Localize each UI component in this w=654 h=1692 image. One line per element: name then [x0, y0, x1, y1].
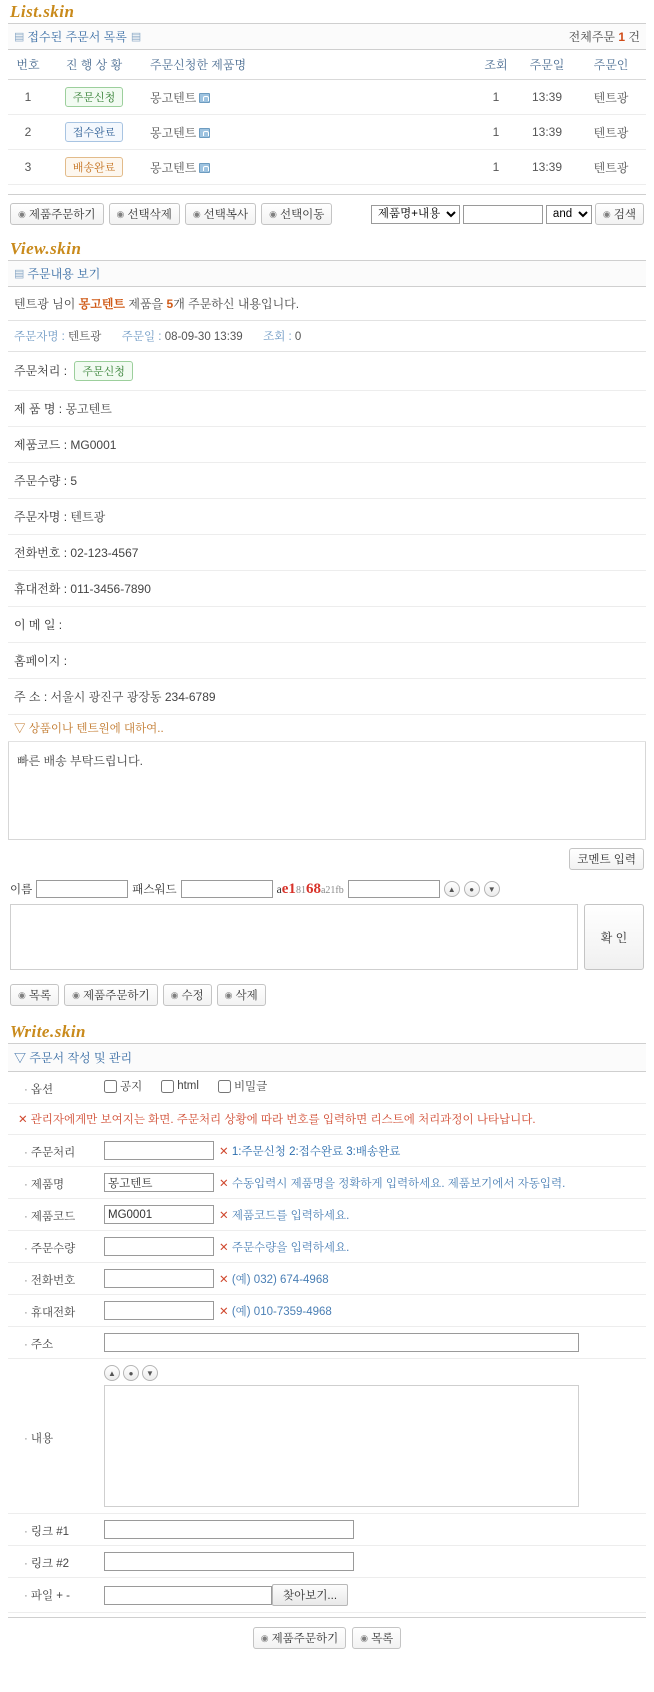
phone-input[interactable] [104, 1269, 214, 1288]
qty-input[interactable] [104, 1237, 214, 1256]
field-value: 02-123-4567 [70, 546, 139, 560]
phone-hint-text: (예) 032) 674-4968 [231, 1273, 329, 1286]
cell-hit: 1 [474, 80, 518, 115]
address-label [12, 1333, 104, 1352]
checkbox-secret[interactable] [218, 1078, 267, 1094]
meta-name-value: 텐트광 [68, 331, 102, 343]
link2-input[interactable] [104, 1552, 354, 1571]
search-field-select[interactable] [371, 205, 460, 224]
summary-product: 몽고텐트 [78, 297, 126, 311]
search-group [371, 203, 644, 225]
code-label [12, 1205, 104, 1224]
bullet-icon: ◉ [116, 208, 125, 219]
mobile-label-text: 휴대전화 [30, 1307, 76, 1319]
product-label [12, 1173, 104, 1192]
link1-label [12, 1520, 104, 1539]
view-header-label: 주문내용 보기 [27, 267, 101, 281]
view-field-phone [8, 535, 646, 571]
bullet-dot: · [24, 1084, 28, 1096]
captcha-part-4: 68 [305, 880, 321, 897]
field-value: 011-3456-7890 [70, 582, 151, 596]
editor-toolbar [104, 1365, 579, 1381]
scroll-up-icon[interactable]: ▲ [104, 1365, 120, 1381]
option-label [12, 1078, 104, 1097]
field-value: 5 [70, 474, 78, 488]
submit-order-button[interactable] [253, 1627, 347, 1649]
view-field-mobile [8, 571, 646, 607]
x-mark-icon: ✕ [219, 1177, 229, 1190]
bullet-dot: · [24, 1558, 28, 1570]
order-button-label: 제품주문하기 [28, 209, 96, 221]
cell-date: 13:39 [518, 115, 576, 150]
table-row[interactable] [8, 115, 646, 150]
comment-input-label: 코멘트 입력 [577, 854, 636, 866]
bullet-icon: ◉ [602, 208, 611, 219]
col-no: 번호 [8, 50, 48, 80]
phone-label [12, 1269, 104, 1288]
table-row[interactable] [8, 80, 646, 115]
scroll-down-icon[interactable]: ▼ [484, 881, 500, 897]
status-badge: 접수완료 [65, 122, 124, 142]
view-field-code [8, 427, 646, 463]
link1-input[interactable] [104, 1520, 354, 1539]
list-button[interactable] [10, 984, 59, 1006]
order-list-table [8, 50, 646, 185]
status-hint [219, 1143, 400, 1159]
address-input[interactable] [104, 1333, 579, 1352]
field-label: 주문자명 : [14, 510, 68, 524]
comment-area [8, 902, 646, 978]
lock-icon [199, 163, 210, 173]
field-label: 주 소 : [14, 690, 48, 704]
file-path-input[interactable] [104, 1586, 272, 1605]
bullet-icon: ◉ [170, 989, 179, 1000]
write-row-address [8, 1327, 646, 1359]
bullet-dot: · [24, 1275, 28, 1287]
qty-label [12, 1237, 104, 1256]
checkbox-notice-label: 공지 [120, 1081, 143, 1093]
cell-product[interactable] [140, 150, 474, 185]
order-button-view[interactable] [64, 984, 158, 1006]
grip-icon-3: ▤ [14, 268, 24, 280]
link2-value-group [104, 1552, 642, 1571]
mobile-hint-text: (예) 010-7359-4968 [231, 1305, 332, 1318]
list-bottom-divider [8, 185, 646, 195]
bullet-dot: · [24, 1432, 28, 1445]
view-field-qty [8, 463, 646, 499]
x-mark-icon: ✕ [219, 1209, 229, 1222]
bullet-icon: ◉ [192, 208, 201, 219]
cell-hit: 1 [474, 115, 518, 150]
triangle-down-icon: ▽ [14, 723, 26, 735]
move-selected-button[interactable] [261, 203, 332, 225]
delete-button[interactable] [217, 984, 266, 1006]
product-link[interactable]: 몽고텐트 [150, 90, 197, 105]
write-row-link2 [8, 1546, 646, 1578]
list-total [569, 28, 640, 45]
bullet-icon: ◉ [260, 1632, 269, 1643]
checkbox-secret-label: 비밀글 [233, 1081, 268, 1093]
status-badge: 주문신청 [74, 361, 133, 381]
bullet-dot: · [24, 1339, 28, 1351]
qty-hint-text: 주문수량을 입력하세요. [231, 1241, 350, 1254]
grip-icon: ▤ [14, 31, 24, 43]
file-browse-button[interactable] [272, 1584, 348, 1606]
product-value-group [104, 1173, 642, 1192]
edit-button[interactable] [163, 984, 212, 1006]
list-header-label: 접수된 주문서 목록 [27, 30, 127, 44]
captcha-input[interactable] [348, 880, 440, 898]
view-field-homepage [8, 643, 646, 679]
copy-selected-button[interactable] [185, 203, 256, 225]
qty-value-group [104, 1237, 642, 1256]
field-value: 텐트광 [70, 510, 106, 524]
status-label [12, 1141, 104, 1160]
search-input[interactable] [463, 205, 543, 224]
captcha-part-2: e1 [281, 880, 296, 897]
submit-order-label: 제품주문하기 [271, 1633, 339, 1645]
list-skin-title: List.skin [10, 2, 75, 21]
order-button[interactable] [10, 203, 104, 225]
status-input[interactable] [104, 1141, 214, 1160]
cell-no: 1 [8, 80, 48, 115]
write-skin-title: Write.skin [10, 1022, 87, 1041]
comment-input-button[interactable] [569, 848, 644, 870]
bullet-dot: · [24, 1590, 28, 1602]
memo-body: 빠른 배송 부탁드립니다. [8, 742, 646, 840]
search-button[interactable] [595, 203, 644, 225]
write-header-bar [8, 1043, 646, 1072]
content-label-text: 내용 [30, 1432, 54, 1445]
field-label: 제 품 명 : [14, 402, 63, 416]
checkbox-html-label: html [177, 1080, 199, 1092]
summary-mid2: 제품을 [128, 297, 164, 311]
cell-hit: 1 [474, 150, 518, 185]
cell-state [48, 115, 140, 150]
comment-pw-label: 패스워드 [132, 884, 177, 896]
code-input[interactable] [104, 1205, 214, 1224]
x-mark-icon: ✕ [219, 1273, 229, 1286]
cell-user: 텐트광 [576, 115, 646, 150]
product-label-text: 제품명 [30, 1179, 65, 1191]
list-button-label: 목록 [28, 990, 52, 1002]
product-link[interactable]: 몽고텐트 [150, 160, 197, 175]
summary-mid3: 개 주문하신 내용입니다. [173, 297, 300, 311]
search-operator-select[interactable] [546, 205, 592, 224]
field-value: 서울시 광진구 광장동 234-6789 [50, 690, 216, 704]
checkbox-html-input[interactable] [161, 1080, 174, 1093]
code-hint-text: 제품코드를 입력하세요. [231, 1209, 350, 1222]
admin-notice-text: 관리자에게만 보여지는 화면. 주문처리 상황에 따라 번호를 입력하면 리스트에 처리과정이 나타납니다. [30, 1114, 536, 1126]
file-label [12, 1584, 104, 1603]
list-total-suffix: 건 [628, 30, 640, 44]
mobile-hint [219, 1303, 332, 1319]
write-bottom-bar [8, 1617, 646, 1659]
write-row-product [8, 1167, 646, 1199]
col-date: 주문일 [518, 50, 576, 80]
col-user: 주문인 [576, 50, 646, 80]
phone-hint [219, 1271, 329, 1287]
view-skin-title: View.skin [10, 239, 82, 258]
bullet-dot: · [24, 1179, 28, 1191]
x-mark-icon: ✕ [219, 1241, 229, 1254]
content-label [12, 1427, 104, 1446]
view-field-username [8, 499, 646, 535]
bullet-dot: · [24, 1147, 28, 1159]
list-total-count: 1 [618, 30, 626, 44]
bullet-icon: ◉ [224, 989, 233, 1000]
col-state: 진 행 상 황 [48, 50, 140, 80]
delete-button-label: 삭제 [235, 990, 258, 1002]
address-label-text: 주소 [30, 1339, 54, 1351]
status-value-group [104, 1141, 642, 1160]
mobile-value-group [104, 1301, 642, 1320]
write-row-status [8, 1135, 646, 1167]
field-label: 홈페이지 : [14, 654, 68, 668]
product-hint [219, 1175, 565, 1191]
meta-name-label: 주문자명 : [14, 331, 65, 343]
copy-selected-label: 선택복사 [203, 209, 249, 221]
cell-product[interactable] [140, 115, 474, 150]
phone-value-group [104, 1269, 642, 1288]
memo-header-label: 상품이나 텐트원에 대하여.. [28, 723, 164, 735]
cell-user: 텐트광 [576, 150, 646, 185]
write-row-phone [8, 1263, 646, 1295]
link2-label [12, 1552, 104, 1571]
cell-no: 3 [8, 150, 48, 185]
mobile-input[interactable] [104, 1301, 214, 1320]
code-hint [219, 1207, 349, 1223]
triangle-down-icon-2: ▽ [14, 1051, 27, 1065]
field-value: MG0001 [70, 438, 117, 452]
lock-icon [199, 128, 210, 138]
col-product: 주문신청한 제품명 [140, 50, 474, 80]
col-hit: 조회 [474, 50, 518, 80]
cell-date: 13:39 [518, 80, 576, 115]
phone-label-text: 전화번호 [30, 1275, 76, 1287]
view-header-bar [8, 260, 646, 287]
captcha-image [277, 881, 344, 898]
checkbox-secret-input[interactable] [218, 1080, 231, 1093]
checkbox-html[interactable] [161, 1080, 199, 1093]
field-label: 주문처리 : [14, 364, 68, 378]
list-total-prefix: 전체주문 [568, 30, 616, 44]
write-row-code [8, 1199, 646, 1231]
scroll-down-icon[interactable]: ▼ [142, 1365, 158, 1381]
view-summary [8, 287, 646, 321]
meta-date-label: 주문일 : [121, 331, 162, 343]
bullet-icon: ◉ [72, 989, 80, 1000]
file-browse-label: 찾아보기... [283, 1590, 338, 1602]
comment-ok-button[interactable] [584, 904, 644, 970]
checkbox-notice-input[interactable] [104, 1080, 117, 1093]
bullet-icon: ◉ [18, 989, 26, 1000]
x-mark-icon: ✕ [18, 1114, 28, 1126]
captcha-part-5: a21fb [320, 884, 344, 896]
bullet-dot: · [24, 1243, 28, 1255]
product-input[interactable] [104, 1173, 214, 1192]
list-header-bar [8, 23, 646, 50]
link2-label-text: 링크 #2 [30, 1558, 70, 1570]
checkbox-notice[interactable] [104, 1078, 142, 1094]
write-row-content [8, 1359, 646, 1514]
status-badge: 배송완료 [65, 157, 124, 177]
write-list-button[interactable] [352, 1627, 401, 1649]
write-row-mobile [8, 1295, 646, 1327]
table-row[interactable] [8, 150, 646, 185]
bullet-icon: ◉ [18, 208, 26, 219]
comment-textarea[interactable] [10, 904, 578, 970]
view-meta [8, 321, 646, 352]
field-value: 몽고텐트 [65, 402, 112, 416]
file-label-text: 파일 + - [30, 1590, 70, 1602]
admin-notice [8, 1104, 646, 1135]
captcha-part-1: a [276, 883, 282, 896]
option-checkboxes [104, 1078, 642, 1094]
minus-icon[interactable]: ● [123, 1365, 139, 1381]
write-header-label: 주문서 작성 및 관리 [29, 1051, 133, 1065]
code-value-group [104, 1205, 642, 1224]
x-mark-icon: ✕ [219, 1305, 229, 1318]
summary-user: 텐트광 [14, 297, 49, 311]
cell-state [48, 150, 140, 185]
editor-wrap [104, 1365, 579, 1507]
comment-button-line [8, 840, 646, 878]
comment-password-input[interactable] [181, 880, 273, 898]
minus-icon[interactable]: ● [464, 881, 480, 897]
content-value-group [104, 1365, 642, 1507]
status-hint-text: 1:주문신청 2:접수완료 3:배송완료 [231, 1145, 401, 1158]
comment-ok-label: 확 인 [600, 930, 628, 945]
write-row-link1 [8, 1514, 646, 1546]
comment-name-label: 이름 [10, 884, 33, 896]
field-label: 전화번호 : [14, 546, 68, 560]
write-row-qty [8, 1231, 646, 1263]
order-button-view-label: 제품주문하기 [82, 990, 150, 1002]
cell-no: 2 [8, 115, 48, 150]
bullet-icon: ◉ [269, 208, 277, 219]
bullet-dot: · [24, 1307, 28, 1319]
code-label-text: 제품코드 [30, 1211, 76, 1223]
summary-mid1: 님이 [52, 297, 76, 311]
list-header-left [14, 28, 140, 45]
list-toolbar [8, 195, 646, 233]
cell-user: 텐트광 [576, 80, 646, 115]
summary-qty: 5 [166, 297, 174, 311]
status-label-text: 주문처리 [30, 1147, 76, 1159]
memo-header [8, 715, 646, 742]
option-label-text: 옵션 [30, 1084, 54, 1096]
captcha-part-3: 81 [295, 884, 306, 896]
lock-icon [199, 93, 210, 103]
bullet-icon: ◉ [360, 1632, 369, 1643]
meta-hit-value: 0 [294, 331, 302, 343]
comment-name-input[interactable] [36, 880, 128, 898]
view-header-left [14, 265, 100, 282]
x-mark-icon: ✕ [219, 1145, 229, 1158]
delete-selected-button[interactable] [109, 203, 180, 225]
status-badge: 주문신청 [65, 87, 124, 107]
field-label: 휴대전화 : [14, 582, 68, 596]
field-label: 주문수량 : [14, 474, 68, 488]
field-label: 제품코드 : [14, 438, 68, 452]
field-label: 이 메 일 : [14, 618, 63, 632]
meta-hit-label: 조회 : [263, 331, 292, 343]
content-textarea[interactable] [104, 1385, 579, 1507]
view-button-line [8, 978, 646, 1016]
meta-date-value: 08-09-30 13:39 [164, 331, 243, 343]
bullet-dot: · [24, 1526, 28, 1538]
grip-icon-2: ▤ [130, 31, 141, 43]
view-field-status [8, 352, 646, 391]
table-header-row [8, 50, 646, 80]
view-field-email [8, 607, 646, 643]
write-row-options [8, 1072, 646, 1104]
file-value-group [104, 1584, 642, 1606]
product-hint-text: 수동입력시 제품명을 정확하게 입력하세요. 제품보기에서 자동입력. [231, 1177, 566, 1190]
mobile-label [12, 1301, 104, 1320]
bullet-dot: · [24, 1211, 28, 1223]
comment-fields [8, 878, 646, 902]
write-list-label: 목록 [371, 1633, 394, 1645]
link1-value-group [104, 1520, 642, 1539]
cell-state [48, 80, 140, 115]
qty-label-text: 주문수량 [30, 1243, 76, 1255]
view-field-address [8, 679, 646, 715]
delete-selected-label: 선택삭제 [127, 209, 172, 221]
cell-product[interactable] [140, 80, 474, 115]
cell-date: 13:39 [518, 150, 576, 185]
product-link[interactable]: 몽고텐트 [150, 125, 197, 140]
view-field-product [8, 391, 646, 427]
move-selected-label: 선택이동 [279, 209, 325, 221]
search-button-label: 검색 [613, 209, 636, 221]
address-value-group [104, 1333, 642, 1352]
write-row-file [8, 1578, 646, 1613]
scroll-up-icon[interactable]: ▲ [444, 881, 460, 897]
qty-hint [219, 1239, 349, 1255]
link1-label-text: 링크 #1 [30, 1526, 70, 1538]
edit-button-label: 수정 [181, 990, 204, 1002]
